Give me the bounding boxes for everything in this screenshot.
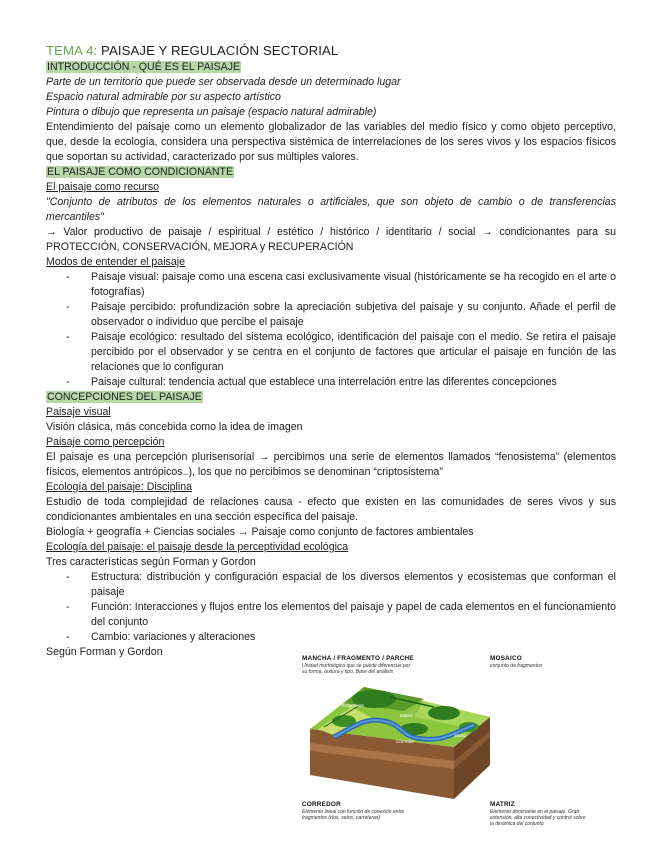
intro-paragraph: Entendimiento del paisaje como un elemento globalizador de las variables del medio físico y como objeto perceptivo, que, desde la ecología, considera una perspectiva sistémica de interrelaciones de los seres vivos y los espacios físicos que soportan su actividad, caracterizado por sus múltiples valores. <box>46 121 616 163</box>
list-item: - Paisaje cultural: tendencia actual que establece una interrelación entre las diferentes concepciones <box>46 375 616 390</box>
list-item: - Paisaje percibido: profundización sobre la apreciación subjetiva del paisaje y su conjunto. Añade el perfil de observador o individuo que percibe el paisaje <box>46 300 616 330</box>
modos-list <box>46 270 616 390</box>
title-main: PAISAJE Y REGULACIÓN SECTORIAL <box>97 43 339 58</box>
figure-label-mosaico: MOSAICO <box>490 655 522 662</box>
section-heading-condicionante: EL PAISAJE COMO CONDICIONANTE <box>47 166 234 178</box>
list-item: - Función: Interacciones y flujos entre los elementos del paisaje y papel de cada elementos en el funcionamiento del conjunto <box>46 600 616 630</box>
caracteristicas-list <box>46 570 616 645</box>
subheading-recurso: El paisaje como recurso <box>46 181 160 193</box>
figure-text-mancha: Unidad morfológica que se puede diferenciar por su forma, textura y tipo. Base del análisis <box>302 663 411 675</box>
figure-text-matriz: Elemento dominante en el paisaje. Gran extensión, alta conectividad y control sobre la dinámica del conjunto <box>490 809 586 827</box>
landscape-figure <box>300 655 592 835</box>
inner-label-matriz-2: Matriz <box>454 733 467 738</box>
figure-label-mancha: MANCHA / FRAGMENTO / PARCHE <box>302 655 414 662</box>
valor-line: → Valor productivo de paisaje / espiritual / estético / histórico / identitario / social → condicionantes para su PROTECCIÓN, CONSERVACIÓN, MEJORA y RECUPERACIÓN <box>46 226 616 253</box>
inner-label-fragmento: Fragmento <box>342 703 365 708</box>
subheading-modos: Modos de entender el paisaje <box>46 256 185 268</box>
subheading-perceptividad: Ecología del paisaje: el paisaje desde la perceptividad ecológica <box>46 541 349 553</box>
figure-label-matriz: MATRIZ <box>490 801 515 808</box>
tres-caracteristicas: Tres características según Forman y Gordon <box>46 556 256 568</box>
subheading-visual: Paisaje visual <box>46 406 111 418</box>
list-item: - Estructura: distribución y configuración espacial de los diversos elementos y ecosistemas que conforman el paisaje <box>46 570 616 600</box>
list-item: - Paisaje ecológico: resultado del sistema ecológico, identificación del paisaje con el medio. Se retira el paisaje percibido por el observador y se centra en el conjunto de factores que articular el paisaje en función de las relaciones que lo configuran <box>46 330 616 375</box>
inner-label-corredor: Corredor <box>396 739 415 744</box>
figure-label-corredor: CORREDOR <box>302 801 341 808</box>
page-title <box>46 42 616 60</box>
section-heading-introduccion: INTRODUCCIÓN - QUÉ ES EL PAISAJE <box>47 61 241 73</box>
percepcion-text: El paisaje es una percepción plurisensorial → percibimos una serie de elementos llamados “fenosistema” (elementos físicos, elementos antrópicos..), los que no percibimos se denominan “criptosistema” <box>46 451 616 478</box>
subheading-disciplina: Ecología del paisaje: Disciplina <box>46 481 193 493</box>
section-heading-concepciones: CONCEPCIONES DEL PAISAJE <box>47 391 202 403</box>
title-prefix: TEMA 4: <box>46 43 98 58</box>
list-item: - Cambio: variaciones y alteraciones <box>46 630 616 645</box>
definition-3: Pintura o dibujo que representa un paisaje (espacio natural admirable) <box>46 106 377 118</box>
figure-text-corredor: Elemento lineal con función de conexión entre fragmentos (ríos, setos, carreteras) <box>302 809 405 821</box>
inner-label-matriz-1: Matriz <box>400 713 413 718</box>
segun-line: Según Forman y Gordon <box>46 646 163 658</box>
definition-1: Parte de un territorio que puede ser observada desde un determinado lugar <box>46 76 401 88</box>
formula-line: Biología + geografía + Ciencias sociales → Paisaje como conjunto de factores ambientales <box>46 526 474 538</box>
document-page <box>46 42 616 660</box>
definition-2: Espacio natural admirable por su aspecto artístico <box>46 91 281 103</box>
subheading-percepcion: Paisaje como percepción <box>46 436 165 448</box>
list-item: - Paisaje visual: paisaje como una escena casi exclusivamente visual (históricamente se ha recogido en el arte o fotografías) <box>46 270 616 300</box>
recurso-quote: "Conjunto de atributos de los elementos naturales o artificiales, que son objeto de cambio o de transferencias mercantiles" <box>46 196 616 223</box>
visual-text: Visión clásica, más concebida como la idea de imagen <box>46 421 303 433</box>
figure-text-mosaico: conjunto de fragmentos <box>490 663 543 669</box>
landscape-block-diagram <box>304 677 494 803</box>
disciplina-text: Estudio de toda complejidad de relaciones causa - efecto que existen en las comunidades de seres vivos y sus condicionantes ambientales en una sección específica del paisaje. <box>46 496 616 523</box>
